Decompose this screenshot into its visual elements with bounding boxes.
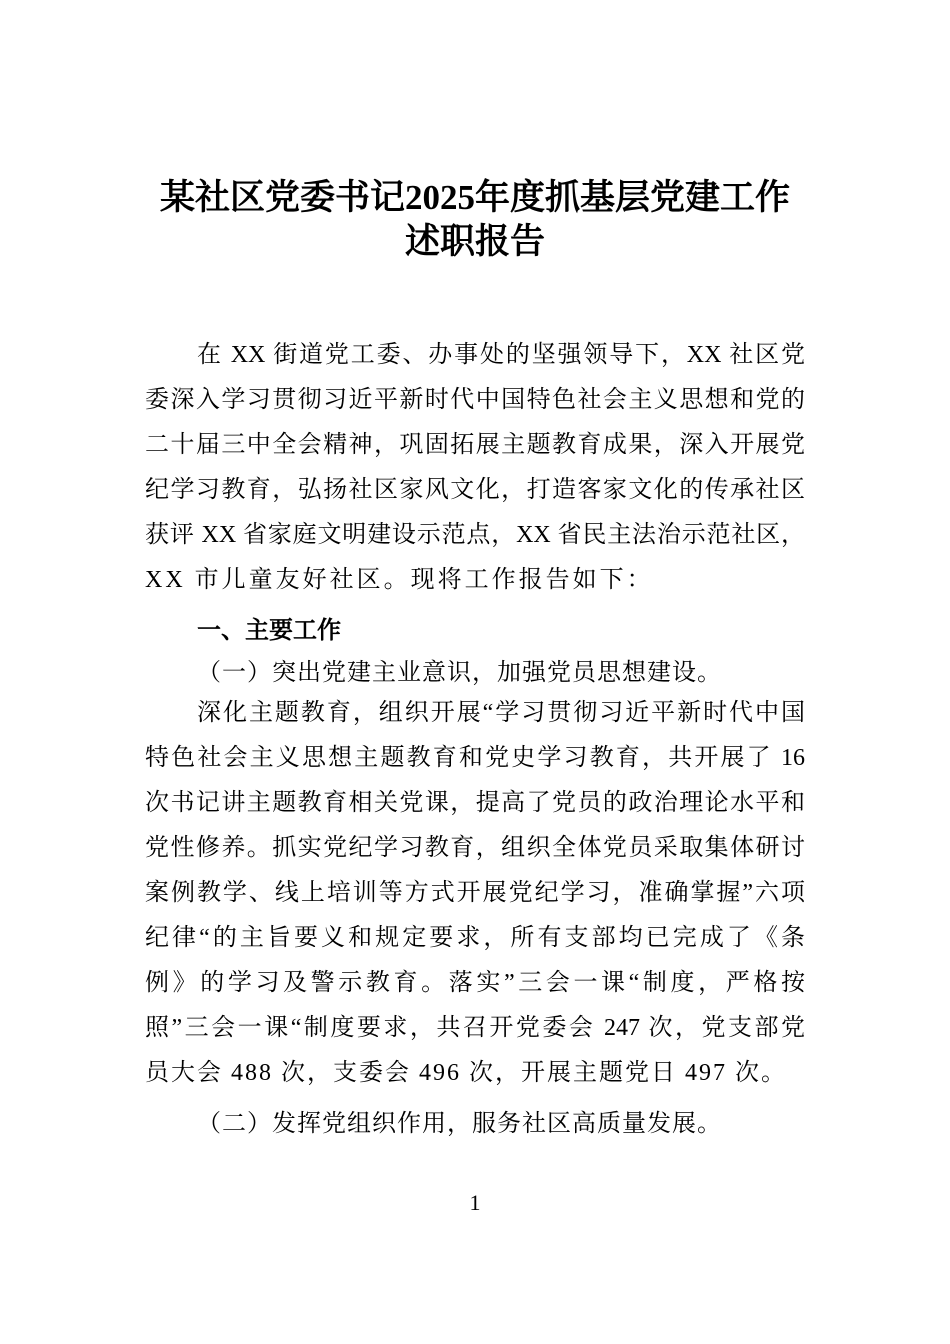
intro-line: 二十届三中全会精神，巩固拓展主题教育成果，深入开展党 bbox=[145, 432, 805, 458]
document-title-line-1: 某社区党委书记2025年度抓基层党建工作 bbox=[159, 178, 790, 217]
intro-line: XX 市儿童友好社区。现将工作报告如下： bbox=[145, 567, 654, 593]
paragraph-line: 员大会 488 次，支委会 496 次，开展主题党日 497 次。 bbox=[145, 1060, 787, 1086]
section-heading: 一、主要工作 bbox=[197, 616, 341, 644]
subsection-heading: （二）发挥党组织作用，服务社区高质量发展。 bbox=[197, 1111, 722, 1137]
paragraph-line: 纪律“的主旨要义和规定要求，所有支部均已完成了《条 bbox=[145, 925, 805, 951]
subsection-heading: （一）突出党建主业意识，加强党员思想建设。 bbox=[197, 660, 722, 686]
intro-line: 获评 XX 省家庭文明建设示范点，XX 省民主法治示范社区， bbox=[145, 522, 805, 548]
intro-line: 委深入学习贯彻习近平新时代中国特色社会主义思想和党的 bbox=[145, 387, 805, 413]
intro-line: 在 XX 街道党工委、办事处的坚强领导下，XX 社区党 bbox=[197, 342, 805, 368]
paragraph-line: 党性修养。抓实党纪学习教育，组织全体党员采取集体研讨 bbox=[145, 835, 805, 861]
paragraph-line: 深化主题教育，组织开展“学习贯彻习近平新时代中国 bbox=[197, 700, 805, 726]
intro-line: 纪学习教育，弘扬社区家风文化，打造客家文化的传承社区 bbox=[145, 477, 805, 503]
paragraph-line: 照”三会一课“制度要求，共召开党委会 247 次，党支部党 bbox=[145, 1015, 805, 1041]
document-title-line-2: 述职报告 bbox=[404, 222, 545, 261]
paragraph-line: 例》的学习及警示教育。落实”三会一课“制度，严格按 bbox=[145, 970, 805, 996]
paragraph-line: 次书记讲主题教育相关党课，提高了党员的政治理论水平和 bbox=[145, 790, 805, 816]
paragraph-line: 特色社会主义思想主题教育和党史学习教育，共开展了 16 bbox=[145, 745, 805, 771]
paragraph-line: 案例教学、线上培训等方式开展党纪学习，准确掌握”六项 bbox=[145, 880, 805, 906]
page-number: 1 bbox=[469, 1190, 481, 1215]
